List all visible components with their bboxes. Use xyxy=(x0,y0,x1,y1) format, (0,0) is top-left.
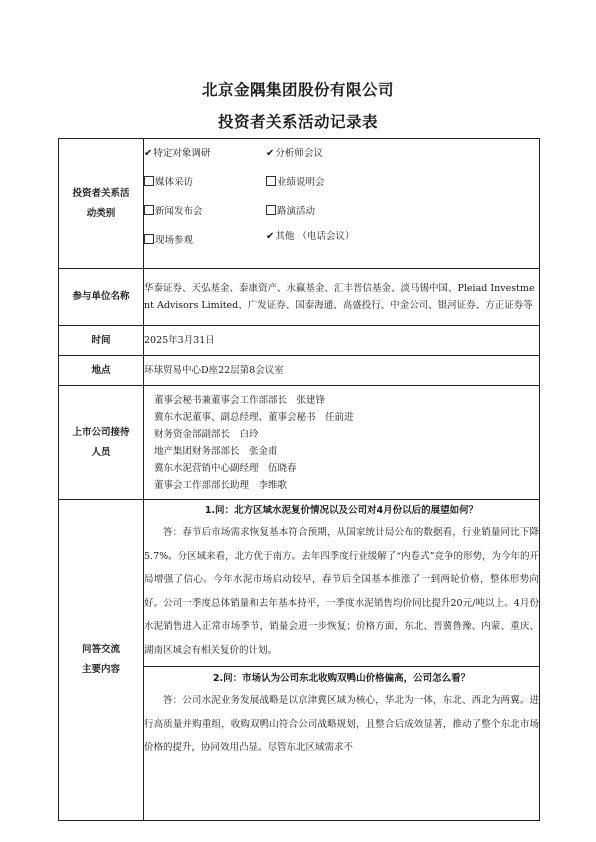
reception-person: 冀东水泥营销中心副经理 伍晓春 xyxy=(154,462,297,474)
category-option-label: 其他 （电话会议） xyxy=(275,231,355,242)
category-option-label: 特定对象调研 xyxy=(153,148,211,159)
category-option-label: 现场参观 xyxy=(155,235,194,246)
checkbox-icon xyxy=(266,205,276,215)
time-row xyxy=(59,326,540,356)
reception-person: 董事会工作部部长助理 李维歌 xyxy=(154,479,288,491)
category-option xyxy=(266,197,539,226)
checkbox-icon xyxy=(144,205,154,215)
participants-label: 参与单位名称 xyxy=(59,269,144,326)
category-option-label: 业绩说明会 xyxy=(277,177,325,188)
qa-row xyxy=(59,500,540,821)
time-label: 时间 xyxy=(59,326,144,356)
category-option xyxy=(266,226,539,251)
company-title: 北京金隅集团股份有限公司 xyxy=(201,81,394,99)
reception-person: 财务资金部副部长 白玲 xyxy=(154,428,259,440)
checkmark-icon: ✔ xyxy=(266,231,275,242)
location-value: 环球贸易中心D座22层第8会议室 xyxy=(144,356,540,386)
reception-person: 冀东水泥董事、副总经理、董事会秘书 任前进 xyxy=(154,411,354,423)
location-label: 地点 xyxy=(59,356,144,386)
category-option xyxy=(144,168,266,197)
reception-row xyxy=(59,386,540,500)
qa-content xyxy=(144,500,540,821)
reception-label: 上市公司接待 人员 xyxy=(59,386,144,500)
participants-value: 华泰证券、天弘基金、泰康资产、永赢基金、汇丰晋信基金、淡马锡中国、Pleiad Investment Advisors Limited、广发证券、国泰海通、高盛投行、中金公司、银河证券、方正证券等 xyxy=(144,269,540,326)
category-option-label: 新闻发布会 xyxy=(155,206,203,217)
question-1: 1.问：北方区域水泥复价情况以及公司对4月份以后的展望如何？ xyxy=(204,505,479,516)
category-option-label: 媒体采访 xyxy=(155,177,194,188)
reception-people xyxy=(144,386,540,500)
location-row xyxy=(59,356,540,386)
question-2: 2.问：市场认为公司东北收购双鸭山价格偏高，公司怎么看？ xyxy=(212,673,471,684)
reception-person: 地产集团财务部部长 张金甫 xyxy=(154,445,278,457)
qa-divider xyxy=(144,666,540,667)
checkbox-icon xyxy=(266,176,276,186)
time-value: 2025年3月31日 xyxy=(144,326,540,356)
checkmark-icon: ✔ xyxy=(266,148,275,159)
record-table xyxy=(58,138,540,821)
participants-row xyxy=(59,269,540,326)
reception-person: 董事会秘书兼董事会工作部部长 张建锋 xyxy=(154,394,326,406)
category-option-label: 分析师会议 xyxy=(275,148,323,159)
category-option-label: 路演活动 xyxy=(277,206,316,217)
category-option xyxy=(144,226,266,255)
category-label: 投资者关系活 动类别 xyxy=(59,139,144,269)
checkbox-icon xyxy=(144,234,154,244)
category-row xyxy=(59,139,540,269)
answer-1: 答：春节后市场需求恢复基本符合预期，从国家统计局公布的数据看，行业销量同比下降5.7%。分区域来看，北方优于南方。去年四季度行业缓解了“内卷式”竞争的形势，为今年的开局增强了信心。今年水泥市场启动较早，春节后全国基本推涨了一到两轮价格，整体形势向好。公司一季度总体销量和去年基本持平，一季度水泥销售均价同比提升20元/吨以上。4月份水泥销售进入正常市场季节，销量会进一步恢复；价格方面，东北、晋冀鲁豫、内蒙、重庆、湖南区域会有相关复价的计划。 xyxy=(144,527,539,656)
checkbox-icon xyxy=(144,176,154,186)
qa-label: 问答交流 主要内容 xyxy=(59,500,144,821)
checkmark-icon: ✔ xyxy=(144,148,153,159)
form-title: 投资者关系活动记录表 xyxy=(217,113,378,131)
answer-2: 答：公司水泥业务发展战略是以京津冀区域为核心，华北为一体，东北、西北为两翼。进行高质量并购重组，收购双鸭山符合公司战略规划，且整合后成效显著，推动了整个东北市场价格的提升，协同效用凸显。尽管东北区域需求不 xyxy=(144,695,539,753)
category-option xyxy=(266,139,539,168)
category-option xyxy=(266,168,539,197)
category-option xyxy=(144,197,266,226)
category-option xyxy=(144,139,266,168)
category-options xyxy=(144,139,540,269)
